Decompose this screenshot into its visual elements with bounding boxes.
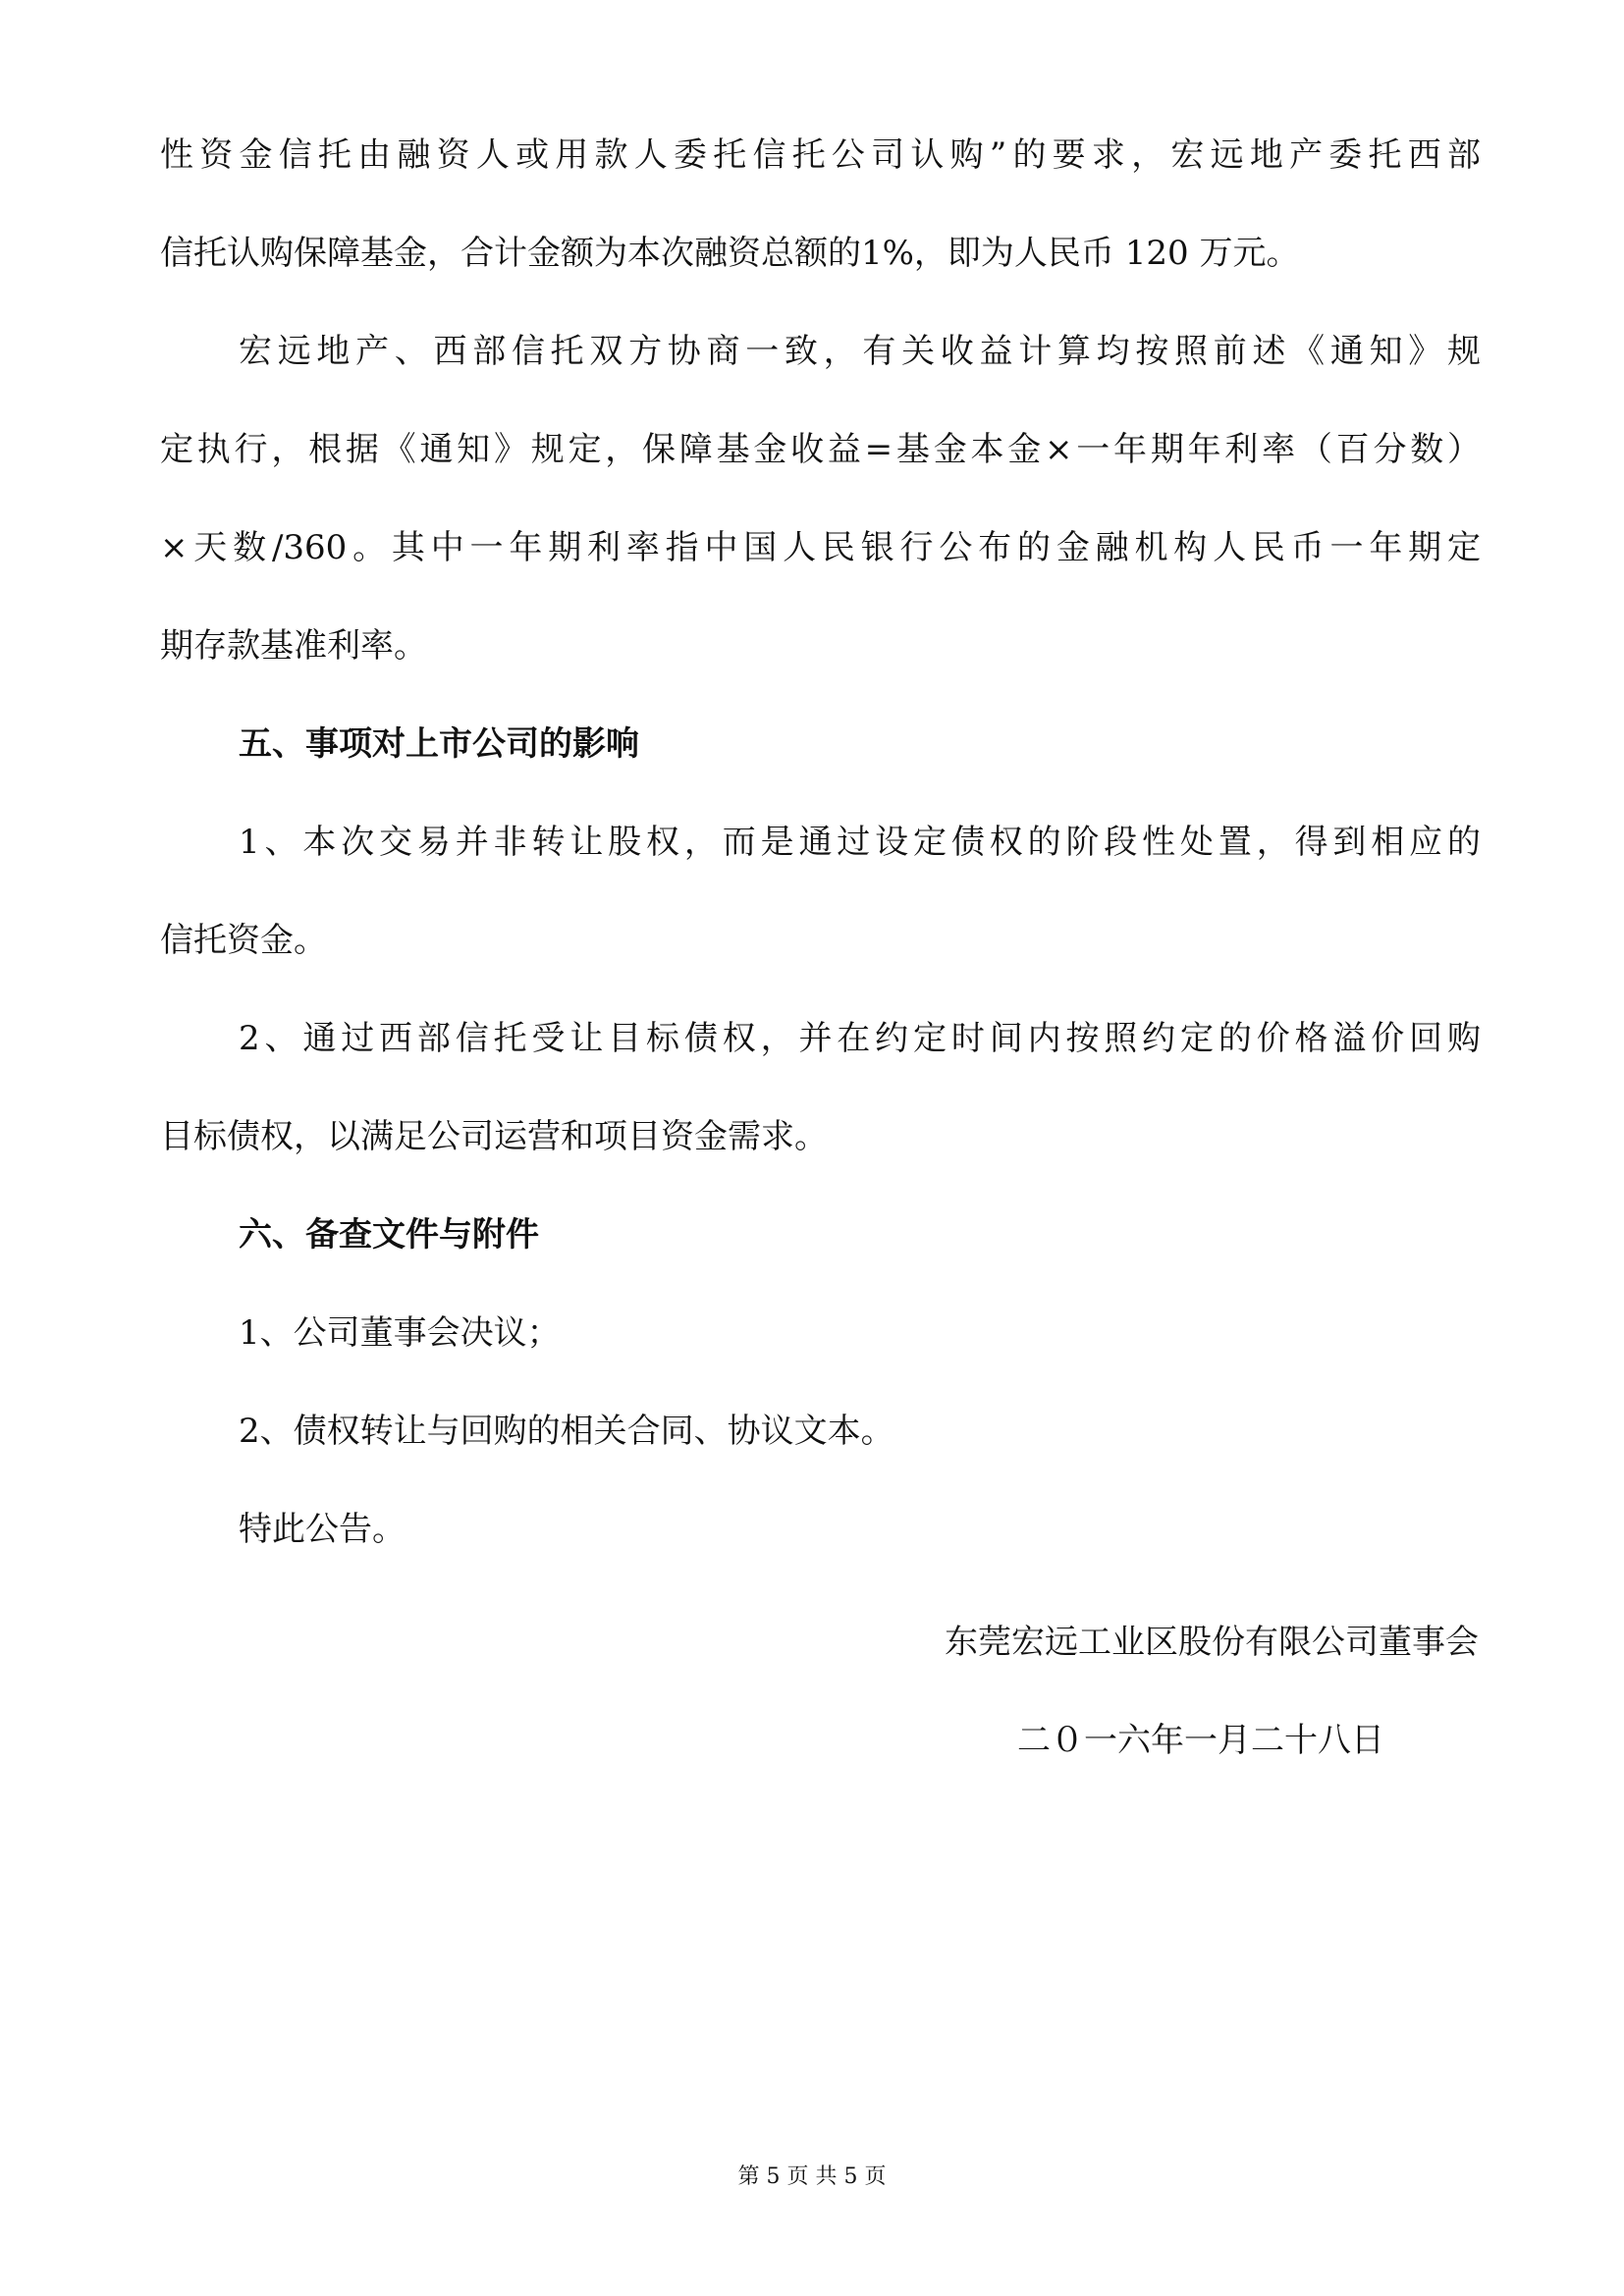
text-line: 目标债权，以满足公司运营和项目资金需求。 (160, 1117, 828, 1156)
signature-company: 东莞宏远工业区股份有限公司董事会 (945, 1623, 1479, 1662)
text-line: 2、通过西部信托受让目标债权，并在约定时间内按照约定的价格溢价回购 (239, 1019, 1481, 1058)
section-attachments (160, 1186, 1481, 1480)
section-heading-impact: 五、事项对上市公司的影响 (239, 724, 639, 764)
section-heading-attachments: 六、备查文件与附件 (239, 1215, 539, 1255)
document-body (160, 106, 1481, 1578)
text-line: 信托资金。 (160, 921, 327, 960)
text-line: 宏远地产、西部信托双方协商一致，有关收益计算均按照前述《通知》规 (239, 332, 1481, 371)
list-item: 2、债权转让与回购的相关合同、协议文本。 (239, 1412, 894, 1451)
text-line: 定执行，根据《通知》规定，保障基金收益=基金本金×一年期年利率（百分数） (160, 430, 1481, 469)
paragraph-income-calculation (160, 302, 1481, 695)
list-item: 1、公司董事会决议； (239, 1313, 561, 1353)
text-line: 1、本次交易并非转让股权，而是通过设定债权的阶段性处置，得到相应的 (239, 823, 1481, 862)
signature-date: 二０一六年一月二十八日 (1017, 1721, 1384, 1760)
page-footer: 第 5 页 共 5 页 (737, 2164, 887, 2189)
paragraph-guarantee-fund (160, 106, 1481, 302)
text-line: 信托认购保障基金，合计金额为本次融资总额的1%，即为人民币 120 万元。 (160, 234, 1300, 273)
text-line: 性资金信托由融资人或用款人委托信托公司认购”的要求，宏远地产委托西部 (160, 135, 1481, 175)
text-line: 期存款基准利率。 (160, 626, 427, 666)
text-line: ×天数/360。其中一年期利率指中国人民银行公布的金融机构人民币一年期定 (160, 528, 1481, 567)
closing-statement: 特此公告。 (239, 1510, 406, 1549)
section-impact (160, 695, 1481, 1186)
